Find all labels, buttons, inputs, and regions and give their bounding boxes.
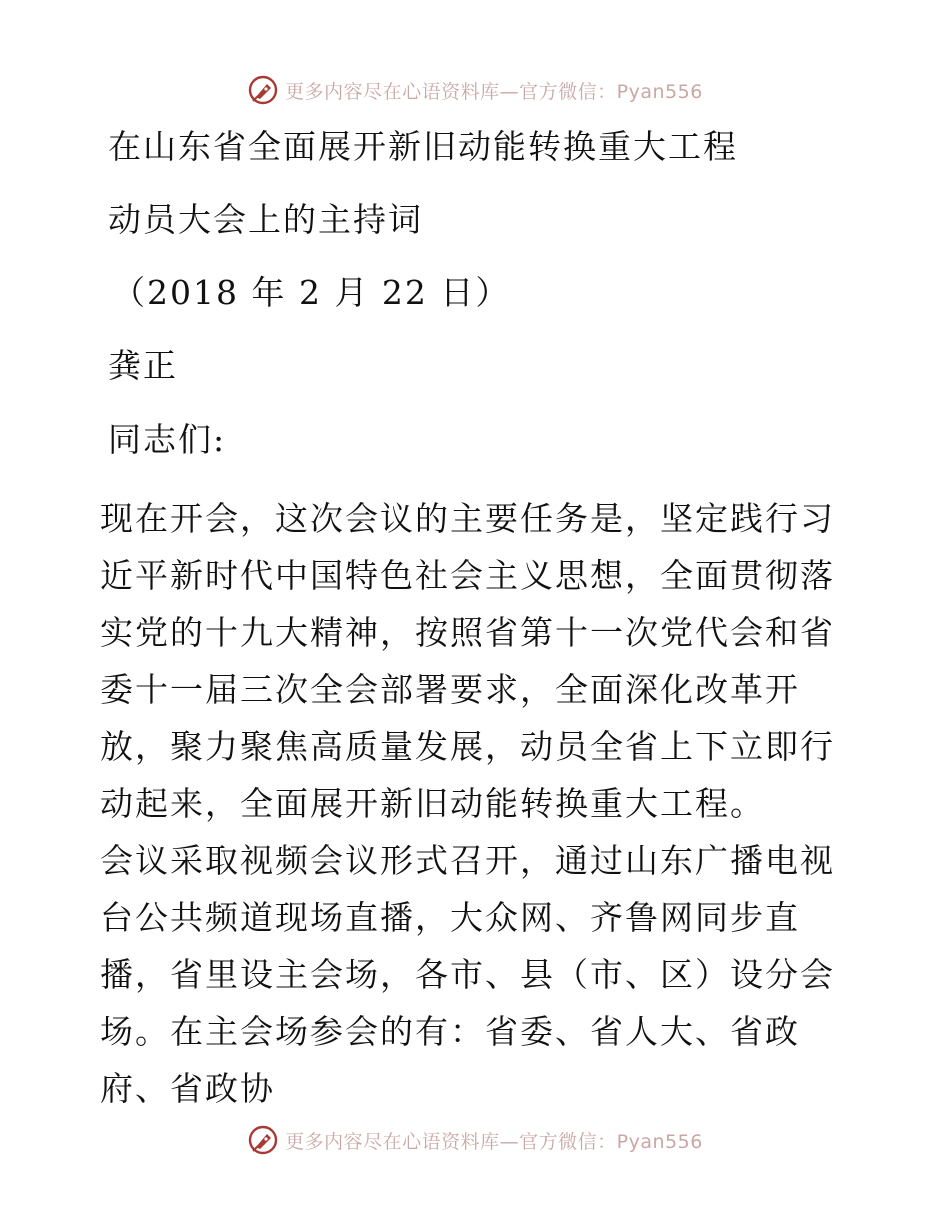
watermark-text: 更多内容尽在心语资料库—官方微信：Pyan556 <box>285 1130 703 1153</box>
document-title-line-1: 在山东省全面展开新旧动能转换重大工程 <box>108 127 738 166</box>
pen-nib-circle-icon <box>247 1124 279 1156</box>
document-salutation: 同志们: <box>108 420 227 459</box>
body-paragraph-1: 现在开会，这次会议的主要任务是，坚定践行习近平新时代中国特色社会主义思想，全面贯彻落实党的十九大精神，按照省第十一次党代会和省委十一届三次全会部署要求，全面深化改革开放，聚力聚焦高质量发展，动员全省上下立即行动起来，全面展开新旧动能转换重大工程。 <box>100 499 835 823</box>
document-date: （2018 年 2 月 22 日） <box>112 273 511 312</box>
document-title-line-2: 动员大会上的主持词 <box>108 200 423 239</box>
watermark-banner-bottom <box>0 1120 950 1160</box>
document-author: 龚正 <box>108 346 178 385</box>
body-paragraph-2: 会议采取视频会议形式召开，通过山东广播电视台公共频道现场直播，大众网、齐鲁网同步直播，省里设主会场，各市、县（市、区）设分会场。在主会场参会的有：省委、省人大、省政府、省政协 <box>100 841 835 1108</box>
watermark-text: 更多内容尽在心语资料库—官方微信：Pyan556 <box>285 80 703 103</box>
